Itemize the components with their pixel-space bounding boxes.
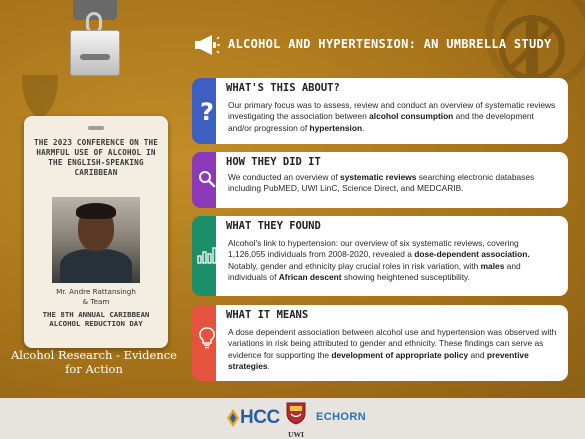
card-text-run: and the development and/or progression of <box>228 111 534 133</box>
question-icon <box>192 98 222 124</box>
presenter-name: Mr. Andre Rattansingh <box>56 287 136 296</box>
presenter-team: & Team <box>82 297 110 306</box>
lightbulb-icon <box>192 327 222 349</box>
card-text-emphasis: African descent <box>278 271 342 282</box>
card-what-they-found <box>192 216 568 296</box>
hcc-logo-text: HCC <box>240 407 280 428</box>
card-heading: WHAT'S THIS ABOUT? <box>222 78 354 98</box>
card-text-run: We conducted an overview of <box>228 172 341 182</box>
card-text <box>228 172 558 195</box>
card-text <box>228 100 558 134</box>
card-text-emphasis: systematic reviews <box>340 172 417 182</box>
badge-clip-slot <box>80 54 110 60</box>
card-heading: WHAT THEY FOUND <box>222 216 335 236</box>
magnifier-icon <box>192 170 222 188</box>
card-text-run: showing heightened susceptibility. <box>341 271 470 282</box>
card-text-run: . <box>362 122 365 133</box>
presenter-name-block <box>30 287 162 307</box>
card-text-emphasis: alcohol consumption <box>369 111 454 122</box>
card-text-run: and <box>468 349 487 360</box>
badge-slot <box>88 126 104 130</box>
card-text-run: Notably, gender and ethnicity play crucial roles in risk variation, with <box>228 260 481 271</box>
card-text-run: . <box>267 360 270 371</box>
card-text-emphasis: males <box>480 260 505 271</box>
card-text-run: searching electronic databases including PubMED, UWI LinC, Science Direct, and MEDCARIB. <box>228 172 535 194</box>
page-title: ALCOHOL AND HYPERTENSION: AN UMBRELLA STUDY <box>228 37 552 51</box>
badge-clip <box>70 30 120 76</box>
card-heading: WHAT IT MEANS <box>222 305 322 325</box>
presenter-photo <box>52 197 140 283</box>
hcc-logo-mark <box>226 408 240 428</box>
event-name: THE 8TH ANNUAL CARIBBEAN ALCOHOL REDUCTION DAY <box>42 310 150 328</box>
card-what-it-means <box>192 305 568 381</box>
card-text-emphasis: hypertension <box>309 122 363 133</box>
card-text <box>228 327 558 372</box>
megaphone-icon <box>194 34 220 56</box>
card-heading: HOW THEY DID IT <box>222 152 335 172</box>
card-text-run: Our primary focus was to assess, review and conduct an overview of systematic reviews investigating the association between <box>228 100 556 122</box>
card-text-run: Alcohol's link to hypertension: our overview of six systematic reviews, covering 1,126,055 individuals from 2008-2020, revealed a <box>228 238 519 260</box>
echorn-logo: ECHORN <box>316 411 367 423</box>
bar-chart-icon <box>192 246 222 264</box>
uwi-logo-text: UWI <box>288 430 304 439</box>
card-text-emphasis: development of appropriate policy <box>331 349 469 360</box>
card-whats-this-about <box>192 78 568 144</box>
card-text <box>228 238 558 283</box>
tagline: Alcohol Research - Evidence for Action <box>11 348 177 376</box>
card-how-they-did-it <box>192 152 568 208</box>
card-text-emphasis: preventive strategies <box>228 349 529 371</box>
card-text-run: A dose dependent association between alcohol use and hypertension was observed with variations in risk being attributed to gender and ethnicity. These findings can serve as evidence for supporting the <box>228 327 557 360</box>
uwi-crest-icon <box>285 401 307 425</box>
card-text-run: and individuals of <box>228 260 521 282</box>
card-text-emphasis: dose-dependent association. <box>414 249 530 260</box>
conference-title: THE 2023 CONFERENCE ON THE HARMFUL USE OF ALCOHOL IN THE ENGLISH-SPEAKING CARIBBEAN <box>33 138 159 177</box>
hcc-logo <box>226 403 280 433</box>
uwi-logo <box>283 401 309 437</box>
svg-text:?: ? <box>200 98 214 124</box>
